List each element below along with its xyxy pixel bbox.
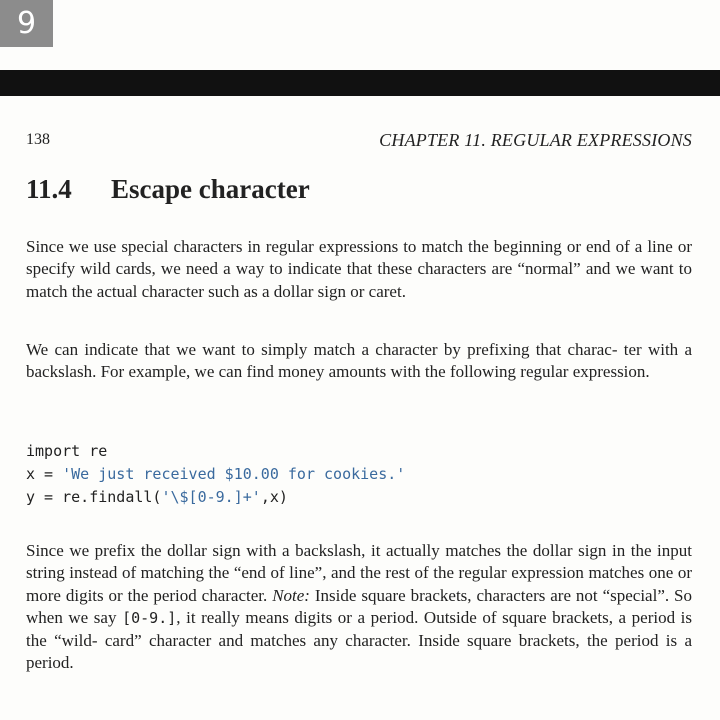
paragraph-2: We can indicate that we want to simply match a character by prefixing that charac- ter with a backslash. For example, we can find money amounts with the following regular expression. [26,340,692,382]
code-line-3-suffix: ,x) [260,488,288,506]
code-line-2 [26,465,405,483]
badge-number: 9 [16,6,37,41]
code-block [26,440,405,509]
code-line-3 [26,488,288,506]
code-line-3-prefix: y = re.findall( [26,488,162,506]
inline-code: [0-9.] [122,609,177,628]
code-line-2-prefix: x = [26,465,63,483]
paragraph-3-part-3: , it really means digits or a period. Outside of square brackets, a period is the “wild- card” character and matches any character. Inside square brackets, the period is a period. [26,608,693,673]
code-line-3-string: '\$[0-9.]+' [161,488,261,506]
section-number: 11.4 [26,174,72,204]
section-heading [26,174,310,205]
paragraph-3-part-1: Since we prefix the dollar sign with a backslash, it actually matches the dollar sign in the input string instead of matching the “end of line”, and the rest of the regular expression matches one or more digits or the period character. [26,541,692,605]
paragraph-1: Since we use special characters in regular expressions to match the beginning or end of a line or specify wild cards, we need a way to indicate that these characters are “normal” and we want to match the actual character such as a dollar sign or caret. [26,237,692,301]
section-title: Escape character [111,174,310,204]
running-head: CHAPTER 11. REGULAR EXPRESSIONS [379,130,692,150]
code-line-1: import re [26,442,108,460]
note-label: Note: [272,585,310,605]
code-line-2-string: 'We just received $10.00 for cookies.' [62,465,406,483]
top-bar [0,70,720,96]
paragraph-3 [26,540,692,674]
page-number: 138 [26,131,50,148]
paragraph-3-part-2: Inside square brackets, characters are not “special”. So when we say [26,585,692,628]
page-badge [0,0,53,47]
